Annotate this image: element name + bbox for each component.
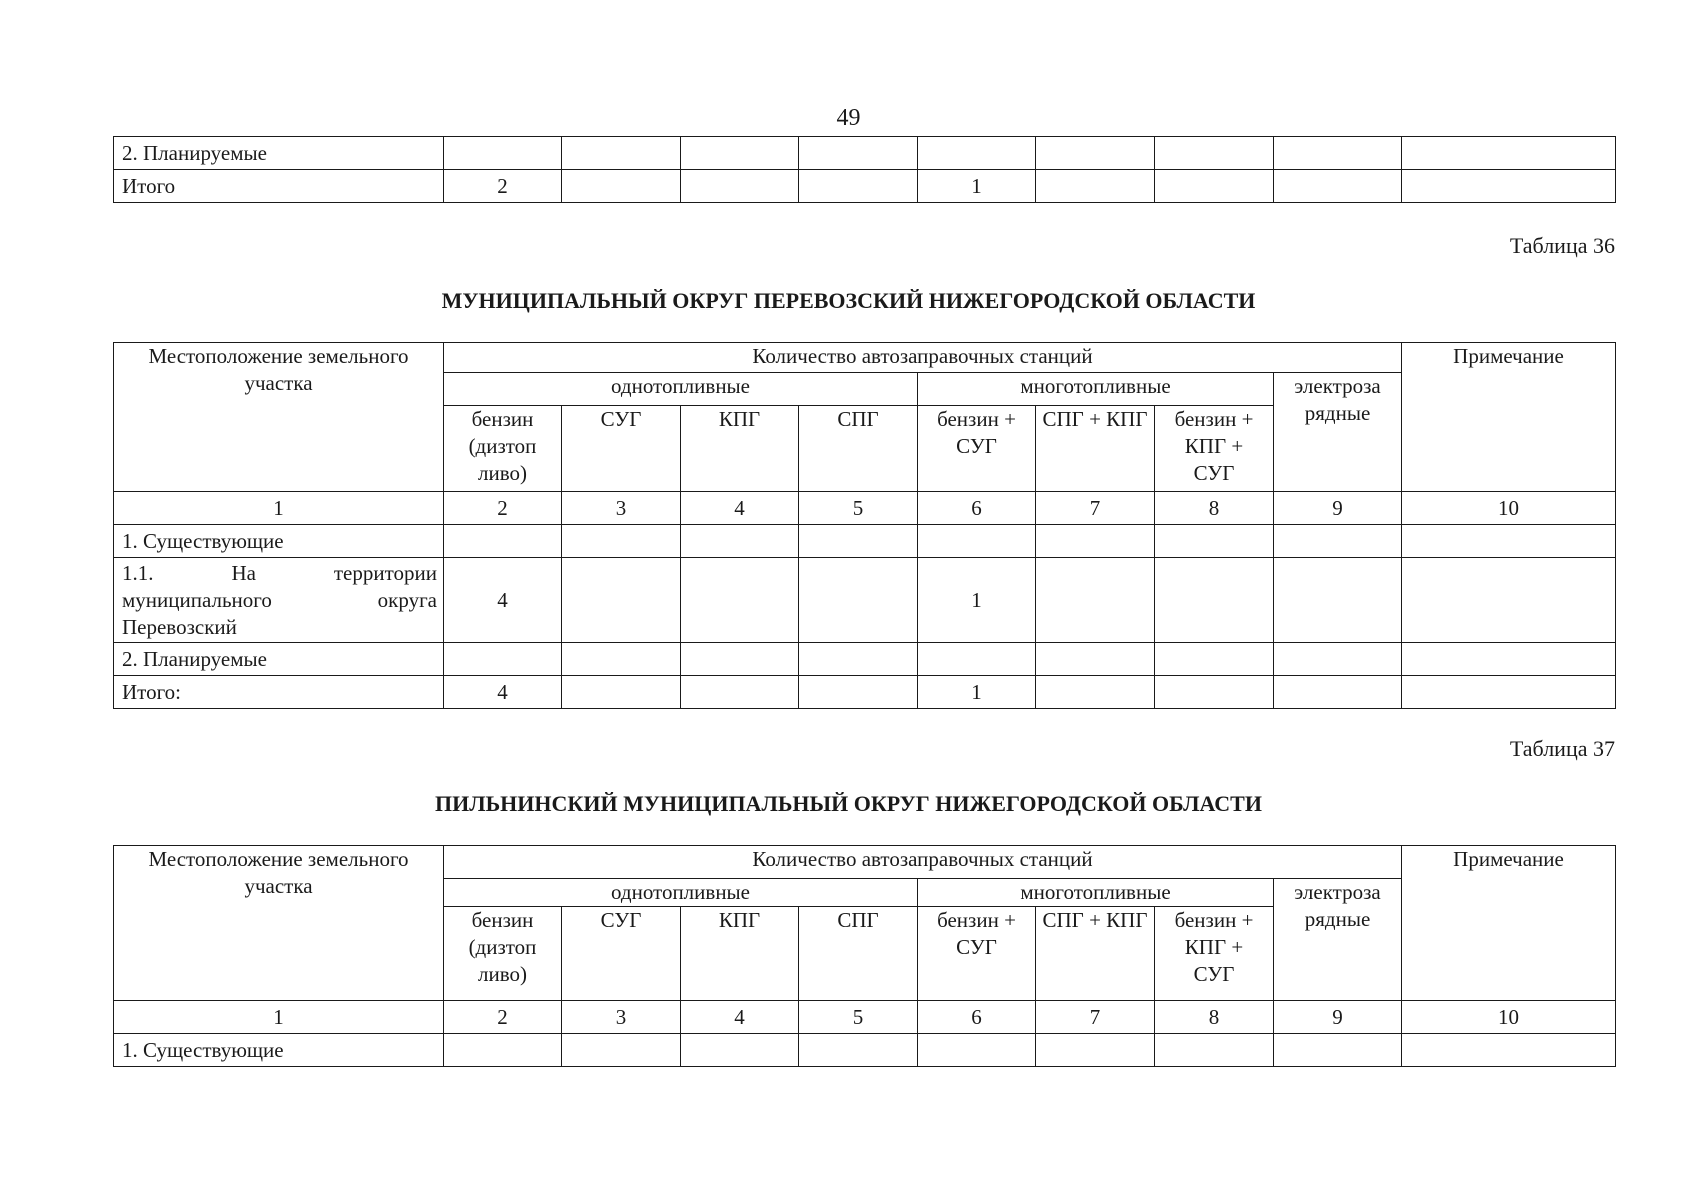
table-cell: 4 [444, 676, 562, 709]
table-cell [1155, 170, 1274, 203]
row-label [114, 558, 444, 643]
table-cell [1036, 525, 1155, 558]
table-cell [799, 137, 918, 170]
table-cell [1036, 137, 1155, 170]
table-cell [562, 525, 681, 558]
column-number-row [114, 1001, 1616, 1034]
column-number: 2 [444, 1001, 562, 1034]
table-cell [799, 558, 918, 643]
table-cell [799, 170, 918, 203]
table-36-title: МУНИЦИПАЛЬНЫЙ ОКРУГ ПЕРЕВОЗСКИЙ НИЖЕГОРОДСКОЙ ОБЛАСТИ [441, 288, 1256, 313]
header-lng: СПГ [799, 907, 918, 1001]
table-cell [1274, 137, 1402, 170]
table-cell [1274, 558, 1402, 643]
column-number: 2 [444, 492, 562, 525]
header-petrol-lpg: бензин + СУГ [918, 907, 1036, 1001]
column-number: 1 [114, 492, 444, 525]
table-37-title: ПИЛЬНИНСКИЙ МУНИЦИПАЛЬНЫЙ ОКРУГ НИЖЕГОРОДСКОЙ ОБЛАСТИ [435, 791, 1262, 816]
header-electric: электроза рядные [1274, 879, 1402, 1001]
table-cell [1036, 676, 1155, 709]
table-row [114, 558, 1616, 643]
table-cell [681, 676, 799, 709]
header-text-line: КПГ + [1184, 434, 1244, 458]
table-cell [1274, 676, 1402, 709]
table-row [114, 170, 1616, 203]
table-cell [1274, 643, 1402, 676]
row-label: 1. Существующие [114, 525, 444, 558]
header-note: Примечание [1402, 846, 1616, 1001]
table-row [114, 137, 1616, 170]
table-cell: 1 [918, 558, 1036, 643]
header-text-line: СУГ [1193, 461, 1235, 485]
header-petrol: бензин (дизтоп ливо) [444, 907, 562, 1001]
header-petrol-lpg: бензин + СУГ [918, 406, 1036, 492]
table-cell [444, 1034, 562, 1067]
header-count: Количество автозаправочных станций [444, 343, 1402, 373]
table-cell: 4 [444, 558, 562, 643]
header-petrol-cng-lpg [1155, 406, 1274, 492]
header-note: Примечание [1402, 343, 1616, 492]
table-cell [444, 643, 562, 676]
table-cell [1274, 1034, 1402, 1067]
table-37 [113, 845, 1616, 1067]
continuation-table [113, 136, 1616, 203]
column-number: 5 [799, 1001, 918, 1034]
header-text-line: КПГ + [1184, 935, 1244, 959]
column-number: 9 [1274, 1001, 1402, 1034]
column-number: 4 [681, 1001, 799, 1034]
table-cell [1402, 525, 1616, 558]
table-cell [1155, 137, 1274, 170]
column-number: 1 [114, 1001, 444, 1034]
table-cell [1402, 558, 1616, 643]
table-row [114, 643, 1616, 676]
table-cell [918, 1034, 1036, 1067]
column-number: 4 [681, 492, 799, 525]
column-number: 7 [1036, 1001, 1155, 1034]
table-cell [681, 170, 799, 203]
header-lpg: СУГ [562, 907, 681, 1001]
table-cell [799, 1034, 918, 1067]
table-36-label: Таблица 36 [1509, 233, 1615, 258]
table-cell [1402, 170, 1616, 203]
table-cell: 2 [444, 170, 562, 203]
header-row [114, 846, 1616, 879]
table-cell [1402, 1034, 1616, 1067]
header-text-line: бензин + [1174, 407, 1254, 431]
header-lng: СПГ [799, 406, 918, 492]
table-cell [681, 1034, 799, 1067]
header-row [114, 343, 1616, 373]
table-cell [562, 643, 681, 676]
table-row [114, 1034, 1616, 1067]
column-number: 10 [1402, 492, 1616, 525]
table-cell [918, 137, 1036, 170]
table-row [114, 525, 1616, 558]
column-number: 10 [1402, 1001, 1616, 1034]
table-cell [1274, 525, 1402, 558]
table-cell [799, 643, 918, 676]
row-label: 2. Планируемые [114, 643, 444, 676]
header-petrol-cng-lpg [1155, 907, 1274, 1001]
row-label-line: Перевозский [122, 614, 237, 639]
table-cell [562, 1034, 681, 1067]
row-label: 2. Планируемые [114, 137, 444, 170]
table-cell: 1 [918, 676, 1036, 709]
header-lpg: СУГ [562, 406, 681, 492]
table-cell [1155, 1034, 1274, 1067]
column-number: 7 [1036, 492, 1155, 525]
row-label: Итого [114, 170, 444, 203]
table-cell [1274, 170, 1402, 203]
table-cell [444, 137, 562, 170]
row-label: 1. Существующие [114, 1034, 444, 1067]
table-cell [681, 525, 799, 558]
table-cell [918, 643, 1036, 676]
table-cell [1402, 676, 1616, 709]
table-cell [1036, 1034, 1155, 1067]
column-number: 8 [1155, 1001, 1274, 1034]
column-number: 3 [562, 1001, 681, 1034]
header-multi-fuel: многотопливные [918, 879, 1274, 907]
header-location: Местоположение земельного участка [114, 343, 444, 492]
header-text-line: бензин + [1174, 908, 1254, 932]
table-cell [1036, 558, 1155, 643]
header-location: Местоположение земельного участка [114, 846, 444, 1001]
table-cell [1155, 558, 1274, 643]
page-number: 49 [836, 105, 861, 131]
table-cell [562, 558, 681, 643]
header-cng: КПГ [681, 406, 799, 492]
column-number-row [114, 492, 1616, 525]
table-cell [681, 137, 799, 170]
table-cell [1402, 643, 1616, 676]
row-label: Итого: [114, 676, 444, 709]
header-count: Количество автозаправочных станций [444, 846, 1402, 879]
table-cell [444, 525, 562, 558]
table-37-label: Таблица 37 [1509, 736, 1615, 761]
header-single-fuel: однотопливные [444, 373, 918, 406]
column-number: 9 [1274, 492, 1402, 525]
table-cell [918, 525, 1036, 558]
column-number: 6 [918, 1001, 1036, 1034]
table-cell [681, 643, 799, 676]
column-number: 8 [1155, 492, 1274, 525]
header-multi-fuel: многотопливные [918, 373, 1274, 406]
table-cell [562, 676, 681, 709]
row-label-line: 1.1. На территории [122, 560, 437, 585]
table-cell [1036, 643, 1155, 676]
header-lng-cng: СПГ + КПГ [1036, 406, 1155, 492]
table-cell [1155, 676, 1274, 709]
header-cng: КПГ [681, 907, 799, 1001]
header-lng-cng: СПГ + КПГ [1036, 907, 1155, 1001]
table-cell [1402, 137, 1616, 170]
table-cell: 1 [918, 170, 1036, 203]
header-petrol: бензин (дизтоп ливо) [444, 406, 562, 492]
table-row [114, 676, 1616, 709]
table-cell [1155, 643, 1274, 676]
column-number: 3 [562, 492, 681, 525]
table-cell [1155, 525, 1274, 558]
table-cell [562, 170, 681, 203]
table-36 [113, 342, 1616, 709]
header-electric: электроза рядные [1274, 373, 1402, 492]
table-cell [799, 525, 918, 558]
table-cell [799, 676, 918, 709]
table-cell [562, 137, 681, 170]
column-number: 5 [799, 492, 918, 525]
table-cell [1036, 170, 1155, 203]
header-single-fuel: однотопливные [444, 879, 918, 907]
header-text-line: СУГ [1193, 962, 1235, 986]
column-number: 6 [918, 492, 1036, 525]
row-label-line: муниципального округа [122, 587, 437, 612]
table-cell [681, 558, 799, 643]
